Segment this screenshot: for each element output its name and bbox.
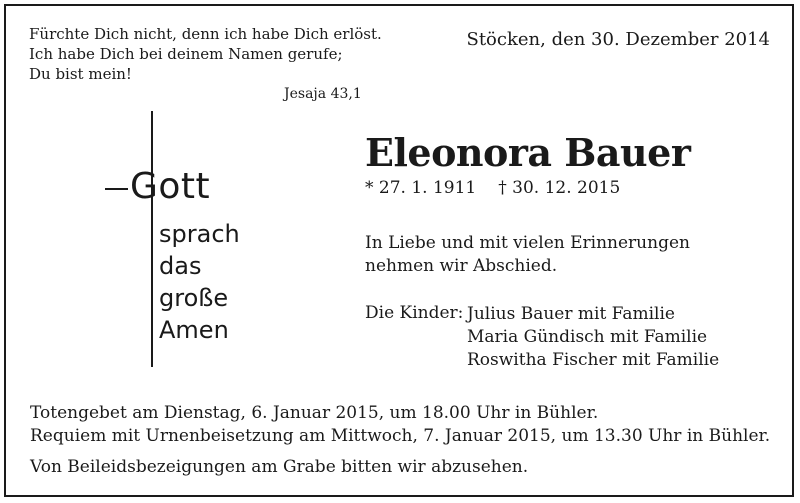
farewell-line: In Liebe und mit vielen Erinnerungen	[365, 233, 690, 253]
farewell-line: nehmen wir Abschied.	[365, 256, 558, 276]
condolence-note: Von Beileidsbezeigungen am Grabe bitten wir abzusehen.	[30, 457, 529, 477]
birth-date: * 27. 1. 1911	[365, 178, 477, 198]
place-date: Stöcken, den 30. Dezember 2014	[466, 29, 770, 50]
child-entry: Roswitha Fischer mit Familie	[467, 350, 720, 370]
cross-vertical-bar	[151, 111, 153, 367]
bible-verse	[29, 24, 382, 84]
cross-word: das	[159, 252, 202, 280]
death-date: † 30. 12. 2015	[498, 178, 621, 198]
verse-line: Ich habe Dich bei deinem Namen gerufe;	[29, 45, 343, 63]
service-line: Requiem mit Urnenbeisetzung am Mittwoch, 7. Januar 2015, um 13.30 Uhr in Bühler.	[30, 426, 771, 446]
verse-reference: Jesaja 43,1	[284, 86, 362, 102]
deceased-name: Eleonora Bauer	[365, 130, 691, 175]
child-entry: Julius Bauer mit Familie	[467, 304, 675, 324]
children-label: Die Kinder:	[365, 303, 464, 323]
service-info	[30, 402, 770, 448]
cross-poem-words	[159, 218, 240, 346]
service-line: Totengebet am Dienstag, 6. Januar 2015, um 18.00 Uhr in Bühler.	[30, 403, 599, 423]
life-dates	[365, 178, 620, 198]
cross-title: Gott	[130, 166, 211, 207]
verse-line: Du bist mein!	[29, 65, 132, 83]
cross-horizontal-bar	[105, 188, 128, 190]
verse-line: Fürchte Dich nicht, denn ich habe Dich erlöst.	[29, 25, 382, 43]
children-list	[467, 303, 719, 372]
cross-word: sprach	[159, 220, 240, 248]
cross-word: Amen	[159, 316, 229, 344]
farewell-text	[365, 232, 690, 278]
child-entry: Maria Gündisch mit Familie	[467, 327, 708, 347]
cross-word: große	[159, 284, 229, 312]
